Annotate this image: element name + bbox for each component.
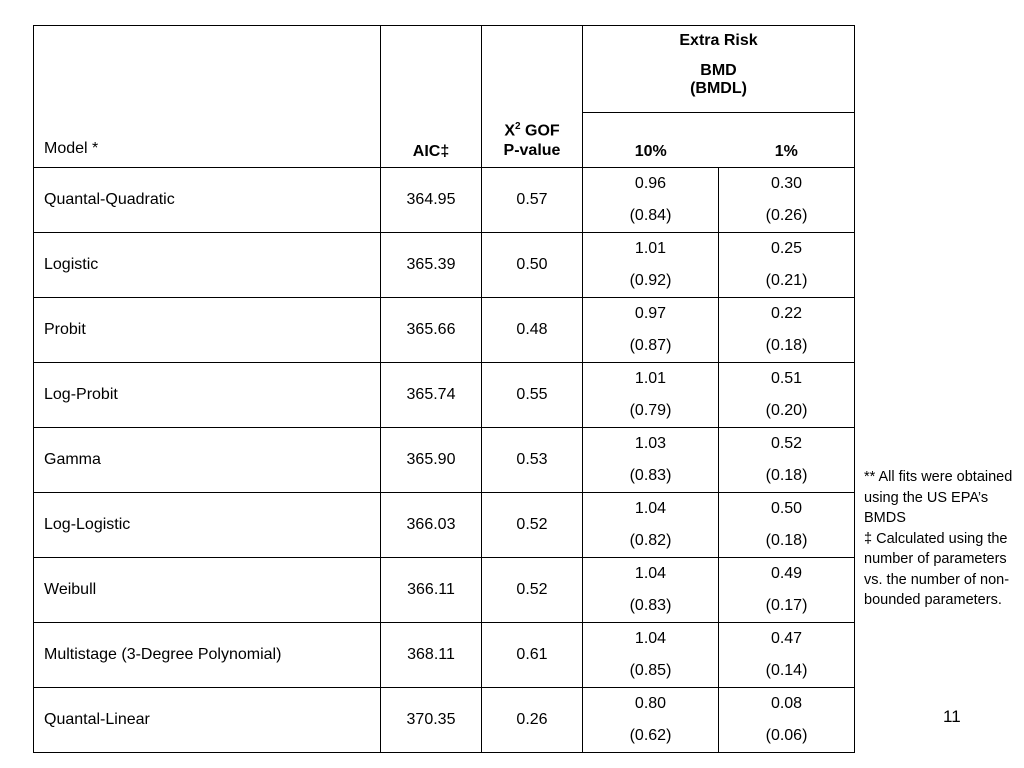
table-row	[34, 298, 855, 363]
model-name-cell: Weibull	[34, 558, 381, 623]
bmd10-value: 1.04	[634, 630, 667, 647]
aic-cell: 365.39	[381, 233, 482, 298]
model-name-cell: Multistage (3-Degree Polynomial)	[34, 623, 381, 688]
footnote-bmds: ** All fits were obtained using the US EPA’s BMDS	[864, 469, 1013, 526]
gof-superscript: 2	[515, 120, 521, 132]
extra-risk-header	[583, 26, 855, 113]
gof-cell: 0.48	[482, 298, 583, 363]
gof-cell: 0.57	[482, 168, 583, 233]
bmd-label: BMD	[700, 62, 737, 79]
bmd10-value: 1.01	[634, 240, 667, 257]
bmd1-cell	[719, 168, 855, 233]
aic-cell: 366.11	[381, 558, 482, 623]
bmdl10-value: (0.87)	[629, 337, 672, 354]
bmd1-value: 0.30	[770, 175, 803, 192]
bmdl10-value: (0.79)	[629, 402, 672, 419]
bmdl1-value: (0.18)	[765, 337, 808, 354]
aic-cell: 364.95	[381, 168, 482, 233]
bmd1-cell	[719, 623, 855, 688]
gof-cell: 0.52	[482, 493, 583, 558]
gof-line2: P-value	[503, 142, 561, 159]
bmd1-value: 0.49	[770, 565, 803, 582]
pct10-column-header: 10%	[583, 113, 719, 168]
bmdl1-value: (0.21)	[765, 272, 808, 289]
aic-cell: 365.90	[381, 428, 482, 493]
model-name-cell: Log-Logistic	[34, 493, 381, 558]
bmdl10-value: (0.85)	[629, 662, 672, 679]
aic-cell: 365.74	[381, 363, 482, 428]
gof-cell: 0.52	[482, 558, 583, 623]
table-row	[34, 168, 855, 233]
gof-suffix: GOF	[520, 122, 560, 139]
model-name-cell: Log-Probit	[34, 363, 381, 428]
bmd10-cell	[583, 688, 719, 753]
bmd10-cell	[583, 298, 719, 363]
page-number: 11	[943, 707, 961, 726]
bmd10-cell	[583, 233, 719, 298]
bmdl10-value: (0.83)	[629, 597, 672, 614]
bmd10-value: 1.03	[634, 435, 667, 452]
bmdl10-value: (0.84)	[629, 207, 672, 224]
footnotes	[864, 467, 1014, 611]
model-comparison-table	[33, 25, 855, 753]
bmd10-value: 1.04	[634, 565, 667, 582]
bmd1-value: 0.47	[770, 630, 803, 647]
bmd1-cell	[719, 298, 855, 363]
table-row	[34, 233, 855, 298]
gof-cell: 0.55	[482, 363, 583, 428]
model-column-header: Model *	[34, 26, 381, 168]
extra-risk-label: Extra Risk	[679, 32, 758, 49]
bmd10-cell	[583, 558, 719, 623]
bmd1-value: 0.08	[770, 695, 803, 712]
bmdl1-value: (0.26)	[765, 207, 808, 224]
bmd10-cell	[583, 363, 719, 428]
model-name-cell: Quantal-Linear	[34, 688, 381, 753]
bmd1-value: 0.52	[770, 435, 803, 452]
bmdl1-value: (0.17)	[765, 597, 808, 614]
bmd10-value: 1.04	[634, 500, 667, 517]
bmd10-value: 0.80	[634, 695, 667, 712]
bmd1-cell	[719, 428, 855, 493]
gof-cell: 0.61	[482, 623, 583, 688]
bmd1-cell	[719, 363, 855, 428]
bmd1-value: 0.50	[770, 500, 803, 517]
bmd1-cell	[719, 558, 855, 623]
aic-cell: 365.66	[381, 298, 482, 363]
table-row	[34, 688, 855, 753]
bmdl-label: (BMDL)	[690, 80, 747, 97]
bmdl1-value: (0.18)	[765, 532, 808, 549]
gof-cell: 0.53	[482, 428, 583, 493]
bmd1-value: 0.22	[770, 305, 803, 322]
bmdl10-value: (0.92)	[629, 272, 672, 289]
aic-cell: 370.35	[381, 688, 482, 753]
table-row	[34, 623, 855, 688]
bmd10-value: 0.97	[634, 305, 667, 322]
bmdl1-value: (0.18)	[765, 467, 808, 484]
bmd1-value: 0.25	[770, 240, 803, 257]
bmd1-value: 0.51	[770, 370, 803, 387]
gof-prefix: X	[504, 122, 515, 139]
bmdl1-value: (0.20)	[765, 402, 808, 419]
bmd10-cell	[583, 493, 719, 558]
aic-column-header: AIC‡	[381, 26, 482, 168]
bmd1-cell	[719, 493, 855, 558]
model-name-cell: Quantal-Quadratic	[34, 168, 381, 233]
table-row	[34, 428, 855, 493]
gof-cell: 0.26	[482, 688, 583, 753]
bmdl10-value: (0.83)	[629, 467, 672, 484]
bmd1-cell	[719, 233, 855, 298]
bmd10-value: 0.96	[634, 175, 667, 192]
bmd10-cell	[583, 168, 719, 233]
aic-cell: 368.11	[381, 623, 482, 688]
bmd10-cell	[583, 623, 719, 688]
bmd10-value: 1.01	[634, 370, 667, 387]
bmd1-cell	[719, 688, 855, 753]
bmdl10-value: (0.62)	[629, 727, 672, 744]
gof-column-header	[482, 26, 583, 168]
table-row	[34, 363, 855, 428]
table-row	[34, 493, 855, 558]
footnote-aic: ‡ Calculated using the number of parameters vs. the number of non-bounded parameters.	[864, 530, 1010, 608]
model-name-cell: Logistic	[34, 233, 381, 298]
model-name-cell: Gamma	[34, 428, 381, 493]
aic-cell: 366.03	[381, 493, 482, 558]
bmdl1-value: (0.06)	[765, 727, 808, 744]
bmdl10-value: (0.82)	[629, 532, 672, 549]
table-row	[34, 558, 855, 623]
bmdl1-value: (0.14)	[765, 662, 808, 679]
model-name-cell: Probit	[34, 298, 381, 363]
pct1-column-header: 1%	[719, 113, 855, 168]
gof-cell: 0.50	[482, 233, 583, 298]
bmd10-cell	[583, 428, 719, 493]
